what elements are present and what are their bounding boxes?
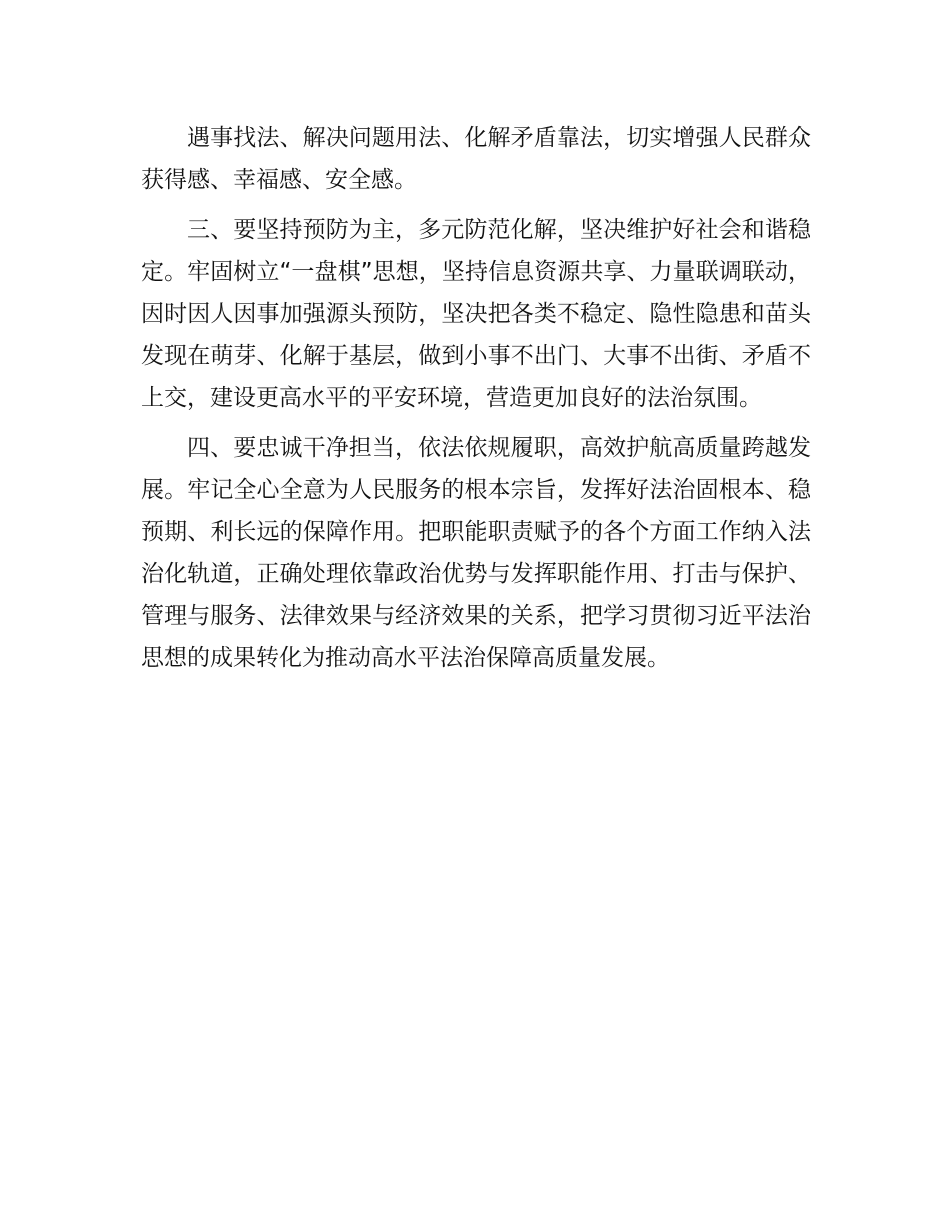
paragraph-continuation: 遇事找法、解决问题用法、化解矛盾靠法，切实增强人民群众获得感、幸福感、安全感。: [141, 125, 811, 193]
document-body: [141, 117, 811, 687]
paragraph-section-three: 三、要坚持预防为主，多元防范化解，坚决维护好社会和谐稳定。牢固树立“一盘棋”思想，坚持信息资源共享、力量联调联动，因时因人因事加强源头预防，坚决把各类不稳定、隐性隐患和苗头发现在萌芽、化解于基层，做到小事不出门、大事不出街、矛盾不上交，建设更高水平的平安环境，营造更加良好的法治氛围。: [141, 217, 811, 411]
paragraph-section-four: 四、要忠诚干净担当，依法依规履职，高效护航高质量跨越发展。牢记全心全意为人民服务的根本宗旨，发挥好法治固根本、稳预期、利长远的保障作用。把职能职责赋予的各个方面工作纳入法治化轨道，正确处理依靠政治优势与发挥职能作用、打击与保护、管理与服务、法律效果与经济效果的关系，把学习贯彻习近平法治思想的成果转化为推动高水平法治保障高质量发展。: [141, 435, 811, 671]
